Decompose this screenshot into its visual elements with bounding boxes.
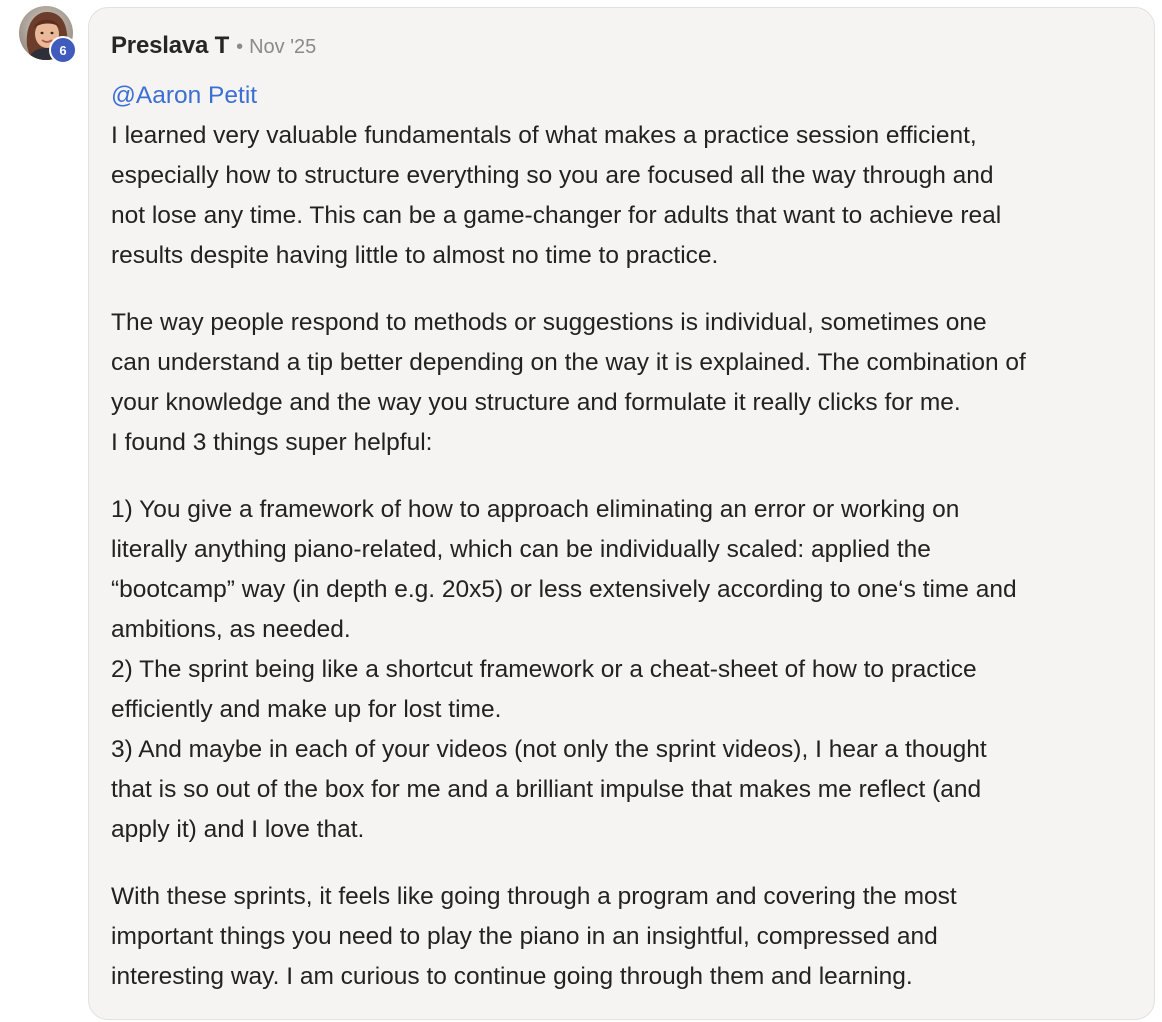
meta-separator: •	[236, 36, 244, 58]
comment-paragraph	[111, 116, 1132, 276]
comment-text-line: 1) You give a framework of how to approach eliminating an error or working on	[111, 496, 960, 523]
comment-text-line: The way people respond to methods or suggestions is individual, sometimes one	[111, 309, 987, 336]
comment-text-line: your knowledge and the way you structure and formulate it really clicks for me.	[111, 389, 961, 416]
author-avatar[interactable]	[19, 6, 73, 60]
comment-text-line: literally anything piano-related, which can be individually scaled: applied the	[111, 536, 931, 563]
comment-text-line: that is so out of the box for me and a brilliant impulse that makes me reflect (and	[111, 776, 982, 803]
comment-text-line: results despite having little to almost no time to practice.	[111, 242, 719, 269]
author-name[interactable]: Preslava T	[111, 32, 230, 59]
comment-text-line: apply it) and I love that.	[111, 816, 365, 843]
comment-header	[111, 32, 1132, 66]
comment-text-line: I found 3 things super helpful:	[111, 429, 433, 456]
comment-text-line: “bootcamp” way (in depth e.g. 20x5) or less extensively according to one‘s time and	[111, 576, 1017, 603]
comment-text-line: ambitions, as needed.	[111, 616, 351, 643]
user-mention-link[interactable]: @Aaron Petit	[111, 82, 258, 109]
comment-date[interactable]: Nov '25	[249, 36, 317, 58]
comment-paragraphs	[111, 116, 1132, 997]
comment-text-line: not lose any time. This can be a game-changer for adults that want to achieve real	[111, 202, 1002, 229]
comment-paragraph	[111, 303, 1132, 463]
comment-body	[111, 76, 1132, 997]
level-badge	[49, 36, 77, 64]
comment-text-line: efficiently and make up for lost time.	[111, 696, 502, 723]
comment-card	[88, 7, 1155, 1020]
comment-text-line: 2) The sprint being like a shortcut framework or a cheat-sheet of how to practice	[111, 656, 977, 683]
comment-text-line: 3) And maybe in each of your videos (not only the sprint videos), I hear a thought	[111, 736, 987, 763]
level-number: 6	[59, 42, 67, 58]
comment-text-line: important things you need to play the piano in an insightful, compressed and	[111, 923, 938, 950]
comment-text-line: interesting way. I am curious to continue going through them and learning.	[111, 963, 913, 990]
comment-paragraph	[111, 877, 1132, 997]
comment-text-line: With these sprints, it feels like going through a program and covering the most	[111, 883, 957, 910]
comment-paragraph	[111, 490, 1132, 850]
comment-text-line: especially how to structure everything so you are focused all the way through and	[111, 162, 994, 189]
comment-text-line: can understand a tip better depending on the way it is explained. The combination of	[111, 349, 1026, 376]
comment-text-line: I learned very valuable fundamentals of what makes a practice session efficient,	[111, 122, 977, 149]
